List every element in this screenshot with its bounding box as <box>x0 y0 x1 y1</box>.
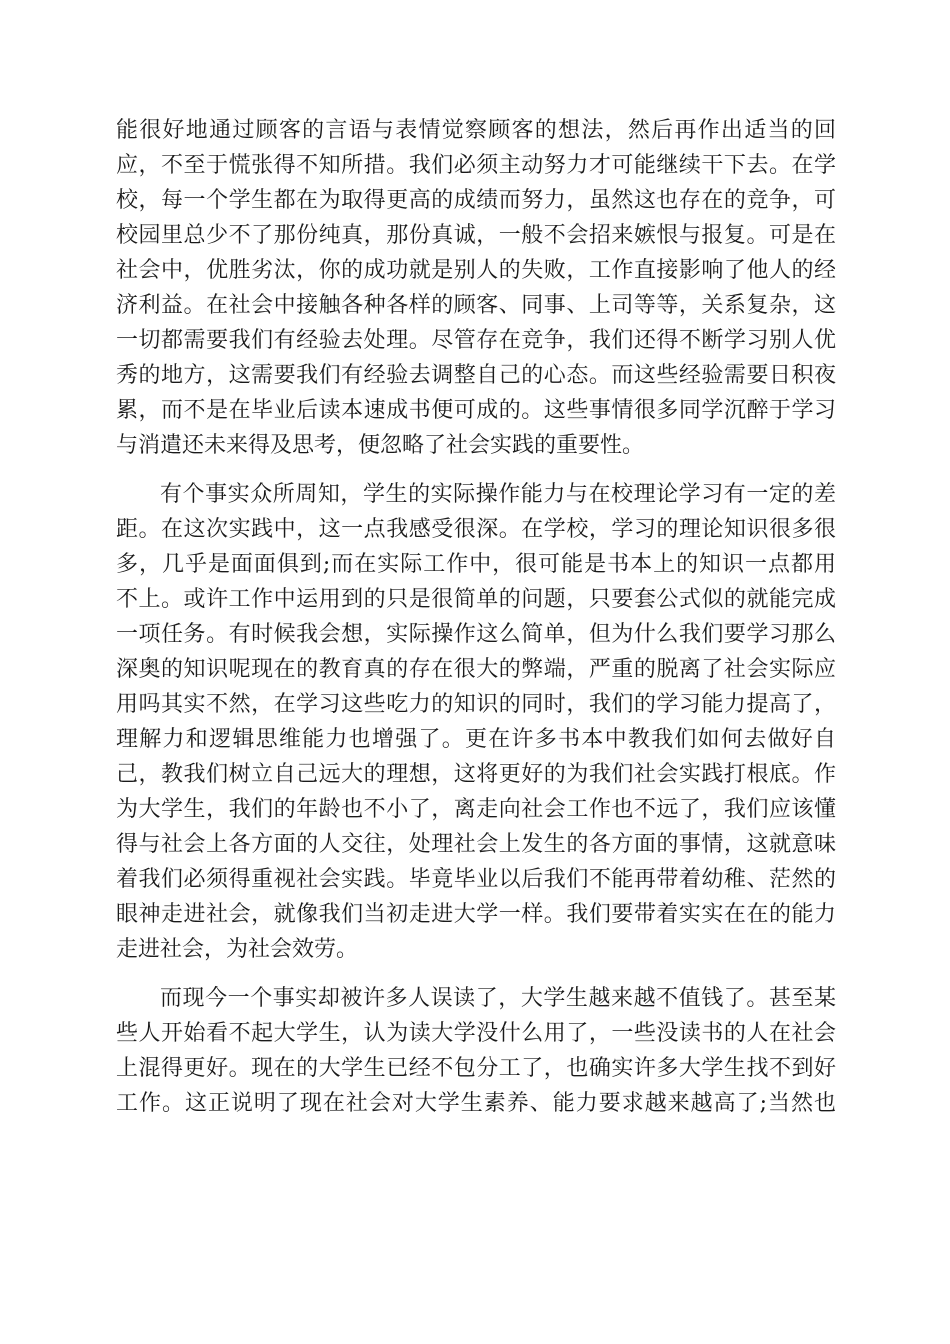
text-line: 而现今一个事实却被许多人误读了，大学生越来越不值钱了。甚至某 <box>160 986 836 1011</box>
text-line: 上混得更好。现在的大学生已经不包分工了，也确实许多大学生找不到好 <box>116 1056 836 1081</box>
text-line: 为大学生，我们的年龄也不小了，离走向社会工作也不远了，我们应该懂 <box>116 797 836 822</box>
text-line: 能很好地通过顾客的言语与表情觉察顾客的想法，然后再作出适当的回 <box>116 118 836 143</box>
text-line: 用吗其实不然，在学习这些吃力的知识的同时，我们的学习能力提高了， <box>116 692 836 717</box>
text-line: 得与社会上各方面的人交往，处理社会上发生的各方面的事情，这就意味 <box>116 832 836 857</box>
text-line: 深奥的知识呢现在的教育真的存在很大的弊端，严重的脱离了社会实际应 <box>116 657 836 682</box>
text-line: 着我们必须得重视社会实践。毕竟毕业以后我们不能再带着幼稚、茫然的 <box>116 867 836 892</box>
text-line: 秀的地方，这需要我们有经验去调整自己的心态。而这些经验需要日积夜 <box>116 363 836 388</box>
text-line: 社会中，优胜劣汰，你的成功就是别人的失败，工作直接影响了他人的经 <box>116 258 836 283</box>
paragraph-2 <box>116 477 836 967</box>
text-line: 理解力和逻辑思维能力也增强了。更在许多书本中教我们如何去做好自 <box>116 727 836 752</box>
text-line: 校园里总少不了那份纯真，那份真诚，一般不会招来嫉恨与报复。可是在 <box>116 223 836 248</box>
text-line: 眼神走进社会，就像我们当初走进大学一样。我们要带着实实在在的能力 <box>116 902 836 927</box>
text-line: 些人开始看不起大学生，认为读大学没什么用了，一些没读书的人在社会 <box>116 1021 836 1046</box>
text-line: 校，每一个学生都在为取得更高的成绩而努力，虽然这也存在的竞争，可 <box>116 188 836 213</box>
text-line: 工作。这正说明了现在社会对大学生素养、能力要求越来越高了;当然也 <box>116 1091 836 1116</box>
text-line: 距。在这次实践中，这一点我感受很深。在学校，学习的理论知识很多很 <box>116 517 836 542</box>
text-line: 多，几乎是面面俱到;而在实际工作中，很可能是书本上的知识一点都用 <box>116 552 836 577</box>
text-line: 己，教我们树立自己远大的理想，这将更好的为我们社会实践打根底。作 <box>116 762 836 787</box>
text-line: 一项任务。有时候我会想，实际操作这么简单，但为什么我们要学习那么 <box>116 622 836 647</box>
text-line: 不上。或许工作中运用到的只是很简单的问题，只要套公式似的就能完成 <box>116 587 836 612</box>
text-line: 与消遣还未来得及思考，便忽略了社会实践的重要性。 <box>116 433 645 458</box>
document-page <box>116 113 836 1135</box>
paragraph-1 <box>116 113 836 463</box>
text-line: 累，而不是在毕业后读本速成书便可成的。这些事情很多同学沉醉于学习 <box>116 398 836 423</box>
text-line: 有个事实众所周知，学生的实际操作能力与在校理论学习有一定的差 <box>160 482 836 507</box>
paragraph-3 <box>116 981 836 1121</box>
text-line: 走进社会，为社会效劳。 <box>116 937 359 962</box>
text-line: 应，不至于慌张得不知所措。我们必须主动努力才可能继续干下去。在学 <box>116 153 836 178</box>
text-line: 济利益。在社会中接触各种各样的顾客、同事、上司等等，关系复杂，这 <box>116 293 836 318</box>
text-line: 一切都需要我们有经验去处理。尽管存在竞争，我们还得不断学习别人优 <box>116 328 836 353</box>
